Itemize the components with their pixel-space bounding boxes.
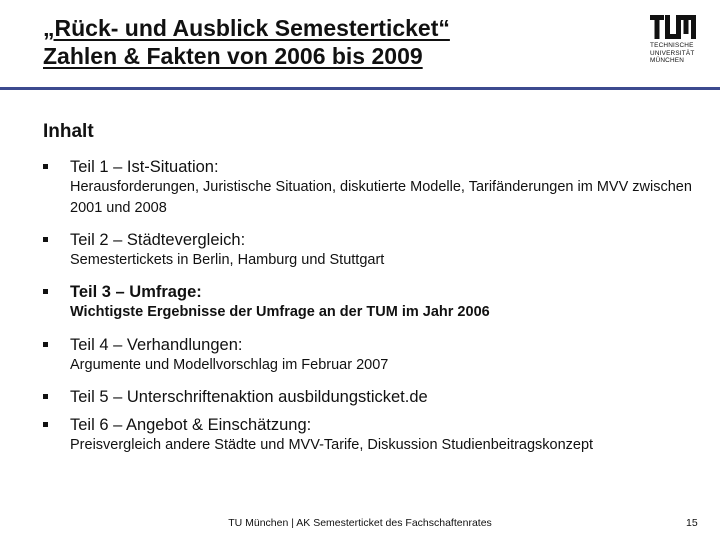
header-divider bbox=[0, 87, 720, 90]
agenda-item-title: Teil 4 – Verhandlungen: bbox=[70, 336, 243, 354]
bullet-icon bbox=[43, 289, 48, 294]
logo-line-1: TECHNISCHE bbox=[650, 42, 694, 49]
section-heading: Inhalt bbox=[43, 121, 94, 142]
title-line-1: „Rück- und Ausblick Semesterticket“ bbox=[43, 15, 450, 41]
agenda-item bbox=[43, 387, 703, 407]
bullet-icon bbox=[43, 342, 48, 347]
bullet-icon bbox=[43, 422, 48, 427]
title-line-2: Zahlen & Fakten von 2006 bis 2009 bbox=[43, 43, 423, 69]
tum-logo bbox=[650, 15, 696, 65]
agenda-item-title: Teil 5 – Unterschriftenaktion ausbildungsticket.de bbox=[70, 388, 428, 406]
tum-logo-icon bbox=[650, 15, 696, 39]
slide-title bbox=[43, 14, 623, 70]
agenda-item-title: Teil 6 – Angebot & Einschätzung: bbox=[70, 416, 312, 434]
page-number: 15 bbox=[686, 517, 698, 529]
bullet-icon bbox=[43, 394, 48, 399]
bullet-icon bbox=[43, 164, 48, 169]
logo-line-2: UNIVERSITÄT bbox=[650, 49, 695, 57]
agenda-item-description: Preisvergleich andere Städte und MVV-Tarife, Diskussion Studienbeitragskonzept bbox=[70, 437, 594, 453]
logo-line-3: MÜNCHEN bbox=[650, 57, 685, 65]
footer-text: TU München | AK Semesterticket des Fachschaftenrates bbox=[228, 517, 492, 529]
agenda-item-title: Teil 1 – Ist-Situation: bbox=[70, 158, 219, 176]
agenda-item bbox=[43, 157, 703, 219]
agenda-item bbox=[43, 415, 703, 456]
agenda-list bbox=[43, 157, 703, 456]
agenda-item-description: Herausforderungen, Juristische Situation, diskutierte Modelle, Tarifänderungen im MVV zwischen 2001 und 2008 bbox=[70, 179, 692, 216]
agenda-item-title: Teil 2 – Städtevergleich: bbox=[70, 231, 246, 249]
agenda-item-description: Semestertickets in Berlin, Hamburg und Stuttgart bbox=[70, 252, 385, 268]
agenda-item-description: Wichtigste Ergebnisse der Umfrage an der TUM im Jahr 2006 bbox=[70, 304, 490, 320]
agenda-item-title: Teil 3 – Umfrage: bbox=[70, 283, 202, 301]
agenda-item bbox=[43, 230, 703, 271]
agenda-item-description: Argumente und Modellvorschlag im Februar 2007 bbox=[70, 357, 389, 373]
bullet-icon bbox=[43, 237, 48, 242]
agenda-item bbox=[43, 282, 703, 323]
logo-wordmark bbox=[650, 42, 696, 65]
agenda-item bbox=[43, 335, 703, 376]
